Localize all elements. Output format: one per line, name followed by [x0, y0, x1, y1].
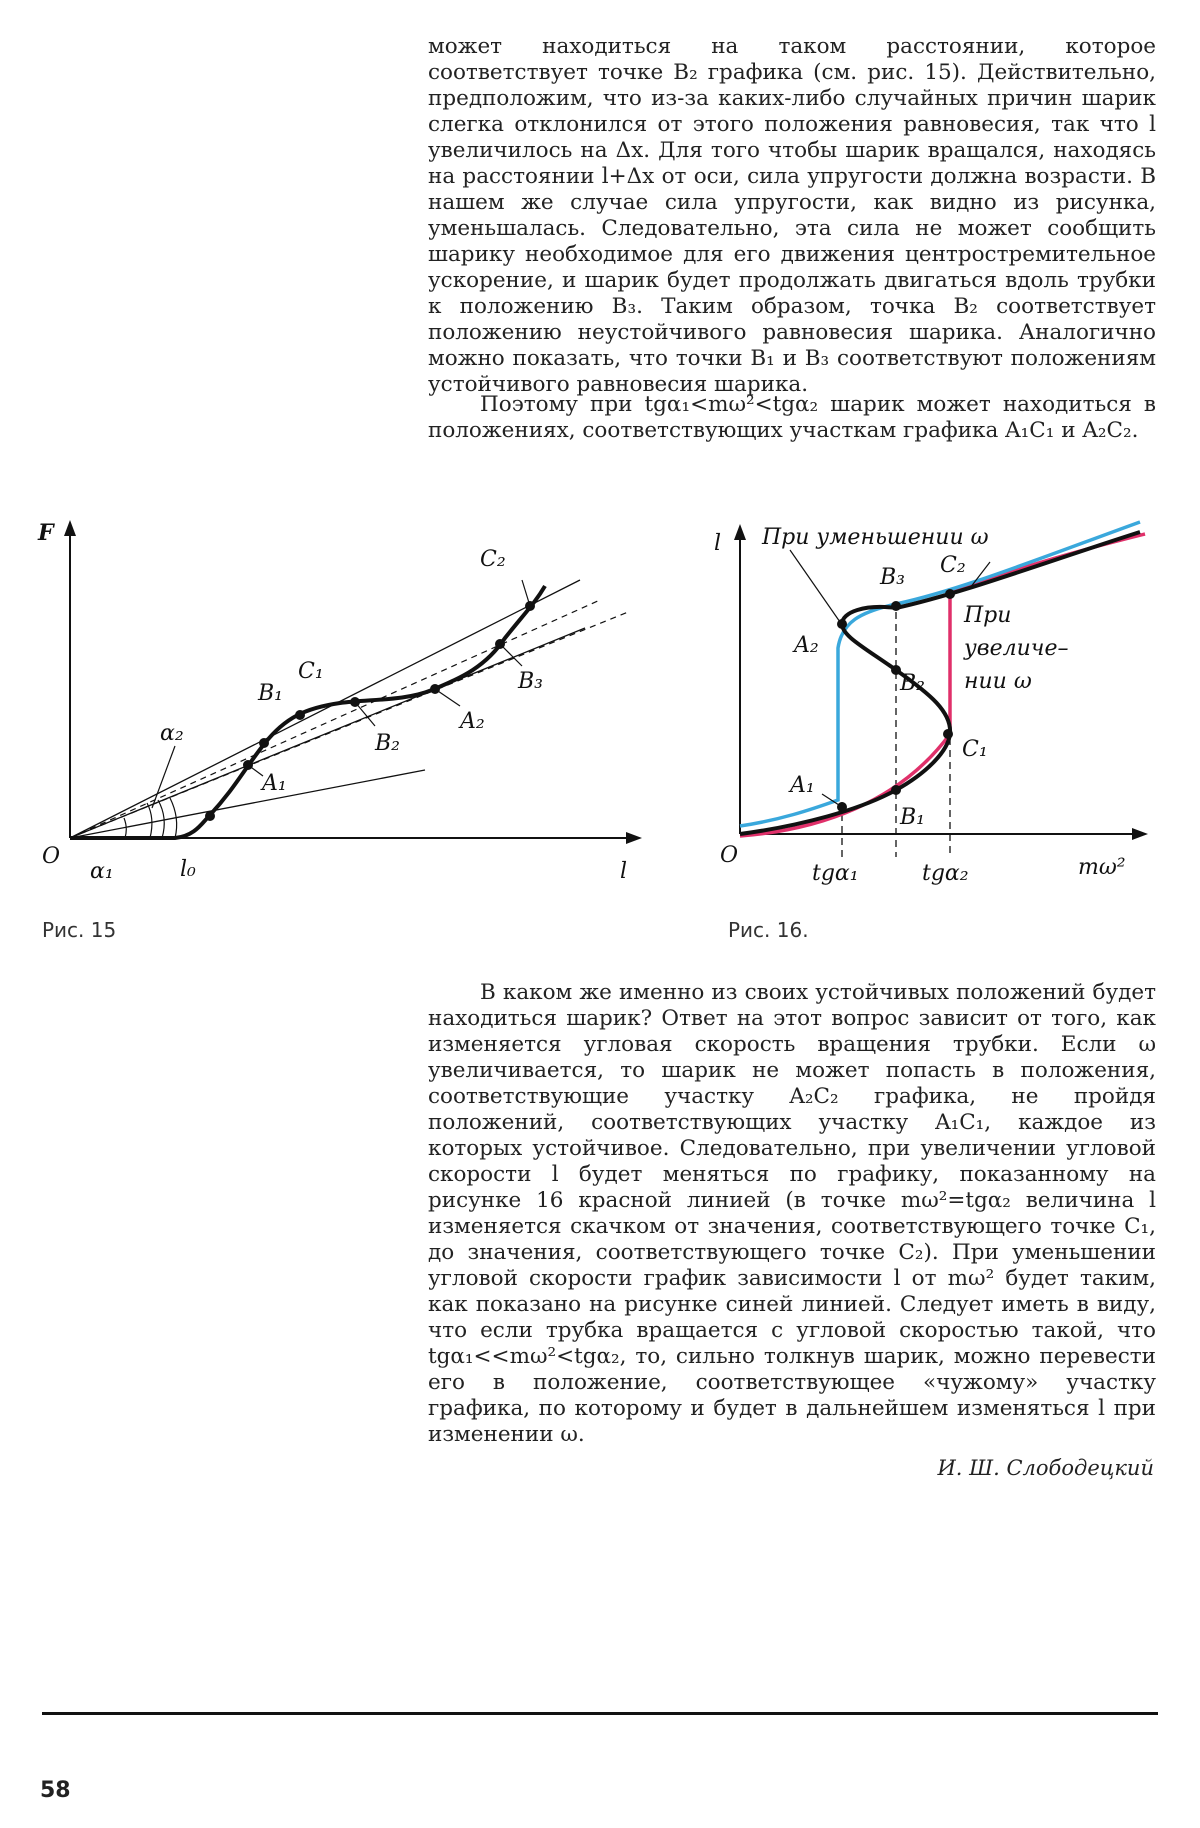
- footer-rule: [42, 1712, 1158, 1715]
- label-tga1: tgα₁: [812, 861, 859, 886]
- label16-C1: C₁: [962, 737, 988, 762]
- label16-B2: B₂: [900, 671, 925, 696]
- arc-alpha2: [147, 803, 152, 838]
- mw2-axis-arrow: [1132, 828, 1148, 840]
- pointer-decrease: [790, 550, 840, 622]
- pointer-A2: [435, 689, 460, 706]
- point-start: [205, 811, 215, 821]
- label16-B3: B₃: [880, 565, 905, 590]
- label-alpha1: α₁: [90, 859, 114, 884]
- paragraph-1: может находиться на таком расстоянии, которое соответствует точке B₂ графика (см. рис. 15). Действительно, предположим, что из-за каких-либо случайных причин шарик слегка отклонился от этого положения равновесия, так что l увеличилось на Δx. Для того чтобы шарик вращался, находясь на расстоянии l+Δx от оси, сила упругости должна возрасти. В нашем же случае сила упругости, как видно из рисунка, уменьшалась. Следовательно, эта сила не может сообщить шарику необходимое для его движения центростремительное ускорение, и шарик будет продолжать двигаться вдоль трубки к положению B₃. Таким образом, точка B₂ соответствует положению неустойчивого равновесия шарика. Аналогично можно показать, что точки B₁ и B₃ соответствуют положениям устойчивого равновесия шарика.: [428, 34, 1156, 397]
- label-A1: A₁: [262, 771, 287, 796]
- label-B2: B₂: [375, 731, 400, 756]
- point16-C2: [945, 589, 955, 599]
- page-number: 58: [40, 1778, 71, 1803]
- label-alpha2: α₂: [160, 721, 184, 746]
- l-axis-arrow: [626, 832, 642, 844]
- tangent-line-3: [70, 628, 585, 838]
- arc-alpha3: [158, 800, 164, 838]
- label-B1: B₁: [258, 681, 283, 706]
- point-B1: [259, 738, 269, 748]
- point-C1: [295, 710, 305, 720]
- author-signature: И. Ш. Слободецкий: [937, 1456, 1154, 1480]
- figure-16: [700, 512, 1160, 902]
- label-tga2: tgα₂: [922, 861, 969, 886]
- caption-figure-16: Рис. 16.: [728, 918, 809, 942]
- point16-B1: [891, 785, 901, 795]
- paragraph-2: [428, 392, 1156, 444]
- label-increase-2: увеличе–: [964, 636, 1069, 661]
- dashed-line-1: [70, 600, 600, 838]
- paragraph-3-text: В каком же именно из своих устойчивых положений будет находиться шарик? Ответ на этот вопрос зависит от того, как изменяется угловая скорость вращения трубки. Если ω увеличивается, то шарик не может попасть в положения, соответствующие участку A₂C₂ графика, не пройдя положений, соответствующих участку A₁C₁, каждое из которых устойчивое. Следовательно, при увеличении угловой скорости l будет меняться по графику, показанному на рисунке 16 красной линией (в точке mω²=tgα₂ величина l изменяется скачком от значения, соответствующего точке C₁, до значения, соответствующего точке C₂). При уменьшении угловой скорости график зависимости l от mω² будет таким, как показано на рисунке синей линией. Следует иметь в виду, что если трубка вращается с угловой скоростью такой, что tgα₁<<mω²<tgα₂, то, сильно толкнув шарик, можно перевести его в положение, соответствующее «чужому» участку графика, по которому и будет в дальнейшем изменяться l при изменении ω.: [428, 980, 1156, 1447]
- figure-15: [30, 518, 650, 898]
- label16-A2: A₂: [794, 633, 819, 658]
- label-l0: l₀: [180, 857, 196, 882]
- label-F: F: [38, 520, 54, 546]
- paragraph-2-text: Поэтому при tgα₁<mω²<tgα₂ шарик может находиться в положениях, соответствующих участкам графика A₁C₁ и A₂C₂.: [428, 392, 1156, 443]
- label-l: l: [620, 859, 628, 884]
- point16-C1: [943, 729, 953, 739]
- label16-l: l: [714, 531, 722, 556]
- label-mw2: mω²: [1078, 855, 1126, 880]
- label-A2: A₂: [460, 709, 485, 734]
- tangent-line-1: [70, 770, 425, 838]
- label-C2: C₂: [480, 547, 506, 572]
- tangent-line-2: [70, 580, 580, 838]
- label16-C2: C₂: [940, 553, 966, 578]
- label16-A1: A₁: [790, 773, 815, 798]
- label-B3: B₃: [518, 669, 543, 694]
- caption-figure-15: Рис. 15: [42, 918, 117, 942]
- label-increase-3: нии ω: [964, 669, 1032, 694]
- label-increase-1: При: [964, 603, 1012, 628]
- point16-B3: [891, 601, 901, 611]
- label-decrease: При уменьшении ω: [762, 525, 989, 550]
- l-axis-16-arrow: [734, 524, 746, 540]
- paragraph-3: [428, 980, 1156, 1448]
- label-O: O: [42, 844, 61, 869]
- pointer-C2: [522, 580, 530, 606]
- f-axis-arrow: [64, 520, 76, 536]
- pointer-A1: [248, 765, 263, 776]
- pointer-alpha2: [152, 746, 175, 808]
- label16-O: O: [720, 843, 739, 868]
- label-C1: C₁: [298, 659, 324, 684]
- label16-B1: B₁: [900, 805, 925, 830]
